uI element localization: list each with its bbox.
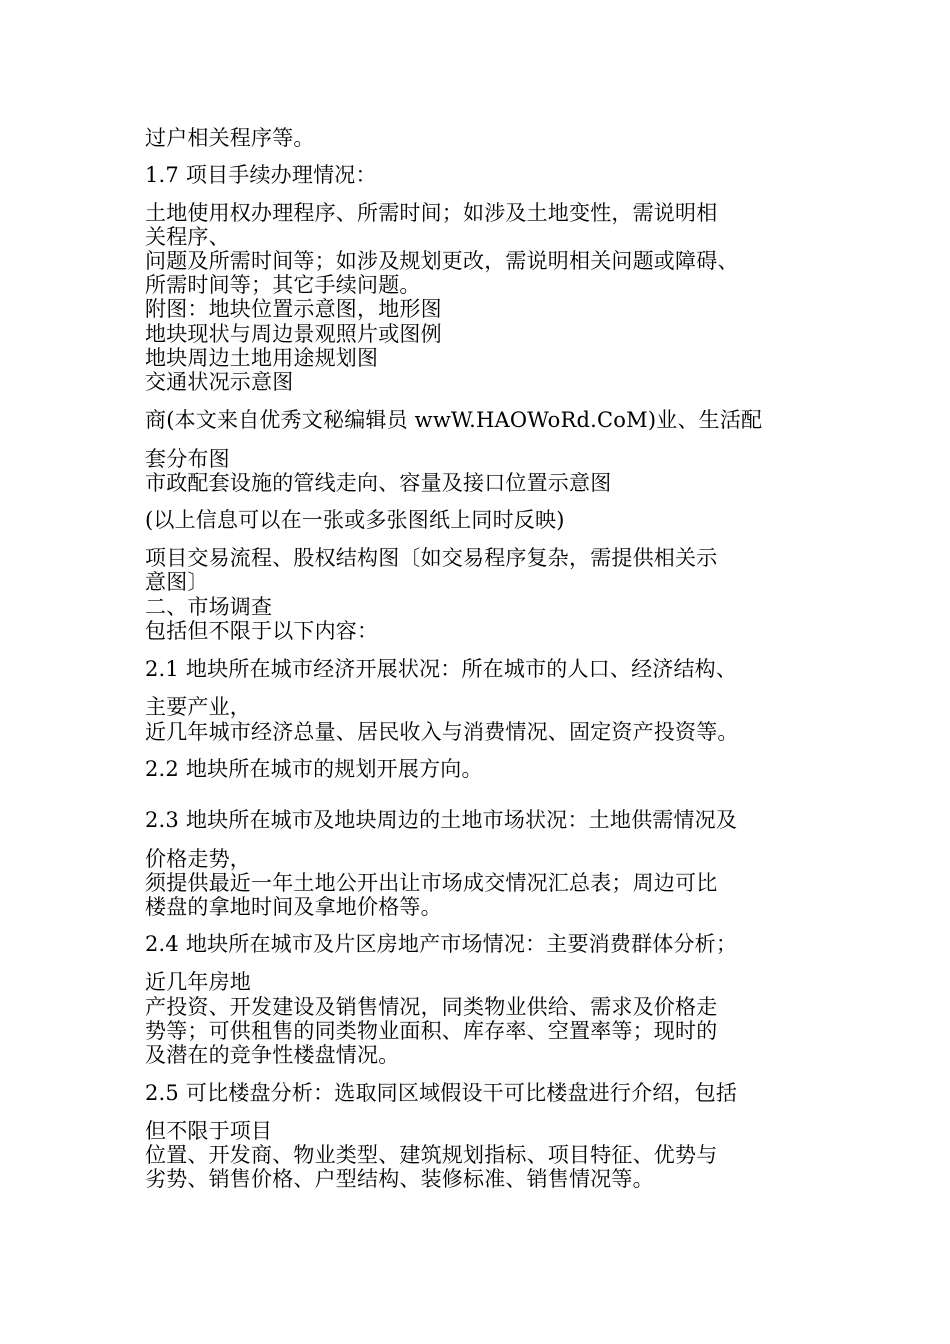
text-line: 套分布图 bbox=[145, 447, 230, 471]
text-line: 位置、开发商、物业类型、建筑规划指标、项目特征、优势与 bbox=[145, 1143, 718, 1167]
text-line: 楼盘的拿地时间及拿地价格等。 bbox=[145, 895, 442, 919]
text-line: 包括但不限于以下内容： bbox=[145, 619, 379, 643]
section-heading: 二、市场调查 bbox=[145, 595, 273, 619]
text-line: 交通状况示意图 bbox=[145, 370, 294, 394]
section-heading: 2.3 地块所在城市及地块周边的土地市场状况：土地供需情况及 bbox=[145, 808, 738, 832]
section-heading: 1.7 项目手续办理情况： bbox=[145, 163, 377, 187]
text-line: 问题及所需时间等；如涉及规划更改，需说明相关问题或障碍、 bbox=[145, 249, 739, 273]
text-line: 产投资、开发建设及销售情况，同类物业供给、需求及价格走 bbox=[145, 995, 718, 1019]
text-line: 主要产业， bbox=[145, 695, 251, 719]
text-line: 须提供最近一年土地公开出让市场成交情况汇总表；周边可比 bbox=[145, 871, 718, 895]
text-line: 关程序、 bbox=[145, 225, 230, 249]
text-line: 价格走势， bbox=[145, 847, 251, 871]
section-heading: 2.4 地块所在城市及片区房地产市场情况：主要消费群体分析； bbox=[145, 932, 738, 956]
section-heading: 2.1 地块所在城市经济开展状况：所在城市的人口、经济结构、 bbox=[145, 657, 738, 681]
text-line: 市政配套设施的管线走向、容量及接口位置示意图 bbox=[145, 471, 612, 495]
text-line: 劣势、销售价格、户型结构、装修标准、销售情况等。 bbox=[145, 1167, 654, 1191]
text-line: 势等；可供租售的同类物业面积、库存率、空置率等；现时的 bbox=[145, 1019, 718, 1043]
text-line: 土地使用权办理程序、所需时间；如涉及土地变性，需说明相 bbox=[145, 201, 718, 225]
text-line: 但不限于项目 bbox=[145, 1119, 273, 1143]
text-line: 地块现状与周边景观照片或图例 bbox=[145, 322, 442, 346]
section-heading: 2.5 可比楼盘分析：选取同区域假设干可比楼盘进行介绍，包括 bbox=[145, 1081, 738, 1105]
text-line: 所需时间等；其它手续问题。 bbox=[145, 273, 421, 297]
section-heading: 2.2 地块所在城市的规划开展方向。 bbox=[145, 757, 483, 781]
text-line: 商(本文来自优秀文秘编辑员 wwW.HAOWoRd.CoM)业、生活配 bbox=[145, 408, 763, 432]
text-line: 近几年房地 bbox=[145, 970, 251, 994]
text-line: 过户相关程序等。 bbox=[145, 126, 315, 150]
text-line: 近几年城市经济总量、居民收入与消费情况、固定资产投资等。 bbox=[145, 720, 739, 744]
text-line: 及潜在的竞争性楼盘情况。 bbox=[145, 1043, 400, 1067]
text-line: 地块周边土地用途规划图 bbox=[145, 346, 379, 370]
text-line: 项目交易流程、股权结构图〔如交易程序复杂，需提供相关示 bbox=[145, 546, 718, 570]
text-line: (以上信息可以在一张或多张图纸上同时反映) bbox=[145, 508, 565, 532]
text-line: 附图：地块位置示意图，地形图 bbox=[145, 297, 442, 321]
text-line: 意图〕 bbox=[145, 570, 209, 594]
